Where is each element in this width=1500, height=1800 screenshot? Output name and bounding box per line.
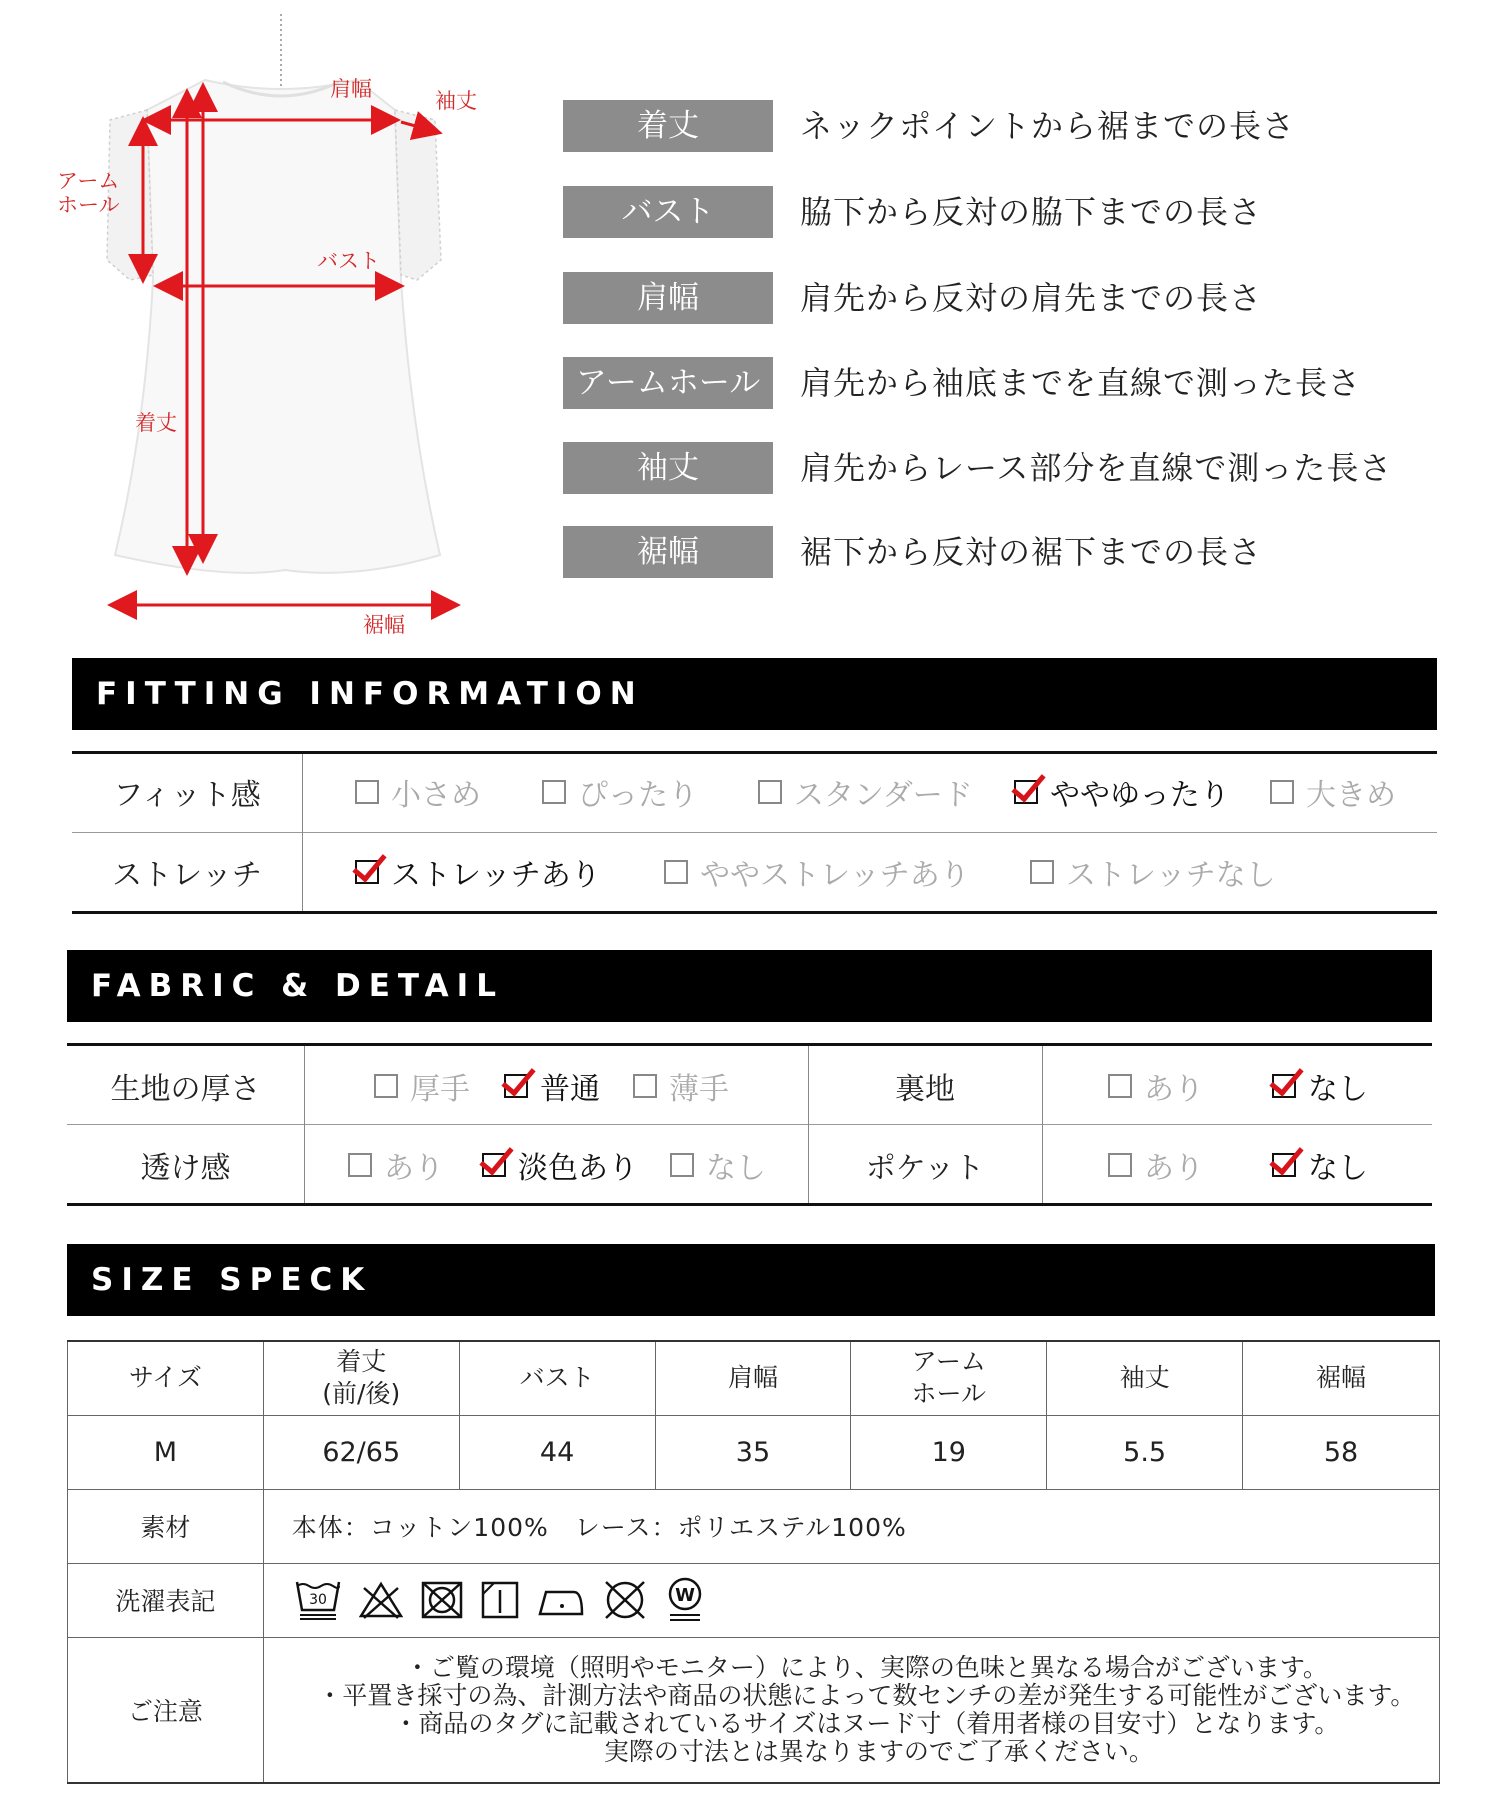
checkbox-icon [542,780,566,804]
header-size: サイズ [68,1341,264,1415]
note-line: ・ご覧の環境（照明やモニター）により、実際の色味と異なる場合がございます。 [404,1652,1328,1682]
legend-desc: 裾下から反対の裾下までの長さ [800,533,1263,571]
sheer-label: 透け感 [140,1151,231,1186]
checked-checkbox-icon [1272,1074,1296,1098]
divider [72,911,1437,914]
checkbox-icon [1108,1153,1132,1177]
notes-cell [263,1637,1439,1783]
thickness-option-thick[interactable]: 厚手 [374,1064,470,1108]
fit-option-exact[interactable]: ぴったり [542,770,698,814]
legend-row [563,357,1443,409]
legend-desc: 肩先からレース部分を直線で測った長さ [800,449,1393,487]
checkbox-icon [355,780,379,804]
legend-term: 着丈 [563,100,773,152]
stretch-option-yes[interactable]: ストレッチあり [355,850,601,894]
fit-option-slightly-loose[interactable]: ややゆったり [1014,770,1230,814]
thickness-label: 生地の厚さ [110,1072,261,1107]
sheer-option-no[interactable]: なし [670,1143,766,1187]
fit-option-large[interactable]: 大きめ [1270,770,1396,814]
checkbox-icon [758,780,782,804]
checked-checkbox-icon [355,860,379,884]
stretch-label: ストレッチ [112,858,262,893]
legend-desc: ネックポイントから裾までの長さ [800,107,1296,145]
divider [72,832,1437,833]
label-shoulder: 肩幅 [330,77,372,101]
checkbox-icon [1108,1074,1132,1098]
lining-label: 裏地 [895,1072,955,1107]
fit-option-small[interactable]: 小さめ [355,770,481,814]
divider [67,1124,1432,1125]
pocket-option-no[interactable]: なし [1272,1143,1368,1187]
label-bust: バスト [317,249,380,273]
label-armhole-1: アーム [57,169,120,193]
cell-bust: 44 [459,1415,655,1489]
checkbox-icon [1270,780,1294,804]
cell-armhole: 19 [851,1415,1047,1489]
fit-label: フィット感 [113,778,261,813]
cell-shoulder: 35 [655,1415,851,1489]
header-armhole: アーム ホール [851,1341,1047,1415]
label-length: 着丈 [135,411,177,435]
header-bust: バスト [459,1341,655,1415]
fabric-header: FABRIC & DETAIL [67,950,1432,1022]
legend-desc: 肩先から反対の肩先までの長さ [800,279,1263,317]
table-row [68,1637,1440,1783]
wet-clean-letter: W [674,1585,695,1606]
checkbox-icon [374,1074,398,1098]
header-length: 着丈 (前/後) [263,1341,459,1415]
divider [67,1203,1432,1206]
material-label: 素材 [68,1489,264,1563]
thickness-option-normal[interactable]: 普通 [504,1064,600,1108]
cell-size: M [68,1415,264,1489]
note-line: ・平置き採寸の為、計測方法や商品の状態によって数センチの差が発生する可能性がございます。 [317,1680,1416,1710]
checked-checkbox-icon [504,1074,528,1098]
fitting-header: FITTING INFORMATION [72,658,1437,730]
fit-option-standard[interactable]: スタンダード [758,770,973,814]
legend-row [563,442,1443,494]
label-sleeve: 袖丈 [435,89,477,113]
checked-checkbox-icon [1272,1153,1296,1177]
iron-low-icon [536,1580,586,1620]
legend-row [563,186,1443,238]
legend-term: アームホール [563,357,773,409]
thickness-option-thin[interactable]: 薄手 [633,1064,729,1108]
wash-label: 洗濯表記 [68,1563,264,1637]
sheer-option-light-colors[interactable]: 淡色あり [482,1143,638,1187]
table-header-row [68,1341,1440,1415]
legend-desc: 脇下から反対の脇下までの長さ [800,193,1263,231]
divider [67,1043,1432,1046]
pocket-option-yes[interactable]: あり [1108,1143,1204,1187]
note-line: ・商品のタグに記載されているサイズはヌード寸（着用者様の目安寸）となります。 [393,1708,1340,1738]
label-hem: 裾幅 [363,613,405,637]
cell-hem: 58 [1243,1415,1440,1489]
note-label: ご注意 [68,1637,264,1783]
no-dry-clean-icon [602,1578,648,1622]
pocket-label: ポケット [865,1151,985,1186]
legend-row [563,526,1443,578]
lining-option-no[interactable]: なし [1272,1064,1368,1108]
wash-icons [264,1577,1439,1623]
divider [72,751,1437,754]
checkbox-icon [670,1153,694,1177]
checkbox-icon [664,860,688,884]
wet-clean-icon [664,1577,706,1623]
header-sleeve: 袖丈 [1047,1341,1243,1415]
line-dry-shade-icon [480,1580,520,1620]
table-row [68,1489,1440,1563]
no-bleach-icon [358,1580,404,1620]
legend-row [563,100,1443,152]
no-tumble-dry-icon [420,1580,464,1620]
header-hem: 裾幅 [1243,1341,1440,1415]
header-shoulder: 肩幅 [655,1341,851,1415]
table-row [68,1563,1440,1637]
legend-desc: 肩先から袖底までを直線で測った長さ [800,364,1362,402]
divider [302,754,303,911]
note-line: 実際の寸法とは異なりますのでご了承ください。 [578,1736,1154,1766]
checkbox-icon [1030,860,1054,884]
wash-icons-cell [263,1563,1439,1637]
stretch-option-none[interactable]: ストレッチなし [1030,850,1276,894]
lining-option-yes[interactable]: あり [1108,1064,1204,1108]
label-armhole-2: ホール [57,193,120,217]
legend-term: 肩幅 [563,272,773,324]
garment-measurement-diagram [55,10,525,637]
size-header: SIZE SPECK [67,1244,1435,1316]
cell-sleeve: 5.5 [1047,1415,1243,1489]
size-table [67,1340,1440,1784]
sheer-option-yes[interactable]: あり [348,1143,444,1187]
wash-temp-text: 30 [308,1592,327,1608]
checkbox-icon [348,1153,372,1177]
checkbox-icon [633,1074,657,1098]
divider [304,1046,305,1203]
material-value: 本体：コットン100% レース：ポリエステル100% [263,1489,1439,1563]
cell-length: 62/65 [263,1415,459,1489]
checked-checkbox-icon [1014,780,1038,804]
table-row [68,1415,1440,1489]
divider [1042,1046,1043,1203]
legend-row [563,272,1443,324]
legend-term: 裾幅 [563,526,773,578]
checked-checkbox-icon [482,1153,506,1177]
legend-term: バスト [563,186,773,238]
legend-term: 袖丈 [563,442,773,494]
stretch-option-slight[interactable]: ややストレッチあり [664,850,970,894]
wash-30-icon [294,1578,342,1622]
